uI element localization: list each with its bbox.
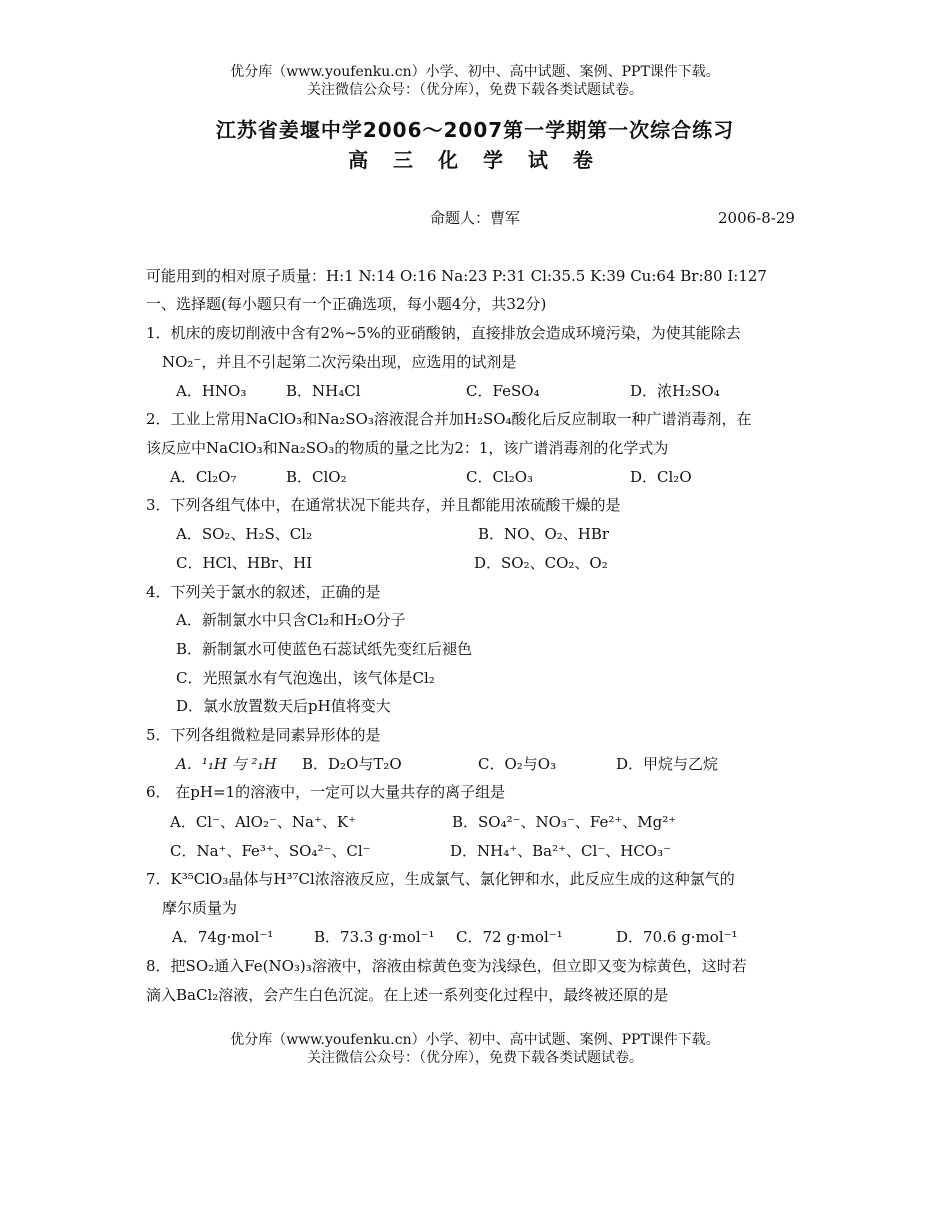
question-4-option-d[interactable]: D．氯水放置数天后pH值将变大 [176,697,391,715]
question-7-option-a[interactable]: A．74g·mol⁻¹ [172,928,274,946]
question-4-stem: 4．下列关于氯水的叙述，正确的是 [146,583,381,601]
section-heading: 一、选择题(每小题只有一个正确选项，每小题4分，共32分) [146,295,547,313]
question-5-option-d[interactable]: D．甲烷与乙烷 [616,755,719,773]
question-2-option-a[interactable]: A．Cl₂O₇ [170,468,237,486]
question-2-stem-line-2: 该反应中NaClO₃和Na₂SO₃的物质的量之比为2：1，该广谱消毒剂的化学式为 [146,439,669,457]
question-3-option-d[interactable]: D．SO₂、CO₂、O₂ [474,554,608,572]
author-line: 命题人：曹军 [430,209,521,227]
question-4-option-c[interactable]: C．光照氯水有气泡逸出，该气体是Cl₂ [176,669,435,687]
question-5-option-c[interactable]: C．O₂与O₃ [478,755,557,773]
question-3-option-b[interactable]: B．NO、O₂、HBr [478,525,610,543]
question-7-option-c[interactable]: C．72 g·mol⁻¹ [456,928,563,946]
footer-ad-line-1: 优分库（www.youfenku.cn）小学、初中、高中试题、案例、PPT课件下载。 [230,1032,720,1048]
question-5-stem: 5．下列各组微粒是同素异形体的是 [146,726,381,744]
question-6-stem: 6． 在pH=1的溶液中，一定可以大量共存的离子组是 [146,783,506,801]
question-1-option-c[interactable]: C．FeSO₄ [466,382,540,400]
question-3-option-a[interactable]: A．SO₂、H₂S、Cl₂ [176,525,313,543]
question-5-option-b[interactable]: B．D₂O与T₂O [302,755,402,773]
atomic-mass-line: 可能用到的相对原子质量：H:1 N:14 O:16 Na:23 P:31 Cl:35.5 K:39 Cu:64 Br:80 I:127 [146,267,767,285]
question-1-option-a[interactable]: A．HNO₃ [176,382,247,400]
exam-title: 江苏省姜堰中学2006～2007第一学期第一次综合练习 [215,118,735,142]
exam-subtitle: 高 三 化 学 试 卷 [348,148,602,172]
question-7-option-b[interactable]: B．73.3 g·mol⁻¹ [314,928,435,946]
question-1-option-d[interactable]: D．浓H₂SO₄ [630,382,720,400]
question-1-stem-line-1: 1．机床的废切削液中含有2%~5%的亚硝酸钠，直接排放会造成环境污染，为使其能除去 [146,324,741,342]
question-6-option-a[interactable]: A．Cl⁻、AlO₂⁻、Na⁺、K⁺ [170,813,356,831]
question-3-option-c[interactable]: C．HCl、HBr、HI [176,554,313,572]
question-2-option-c[interactable]: C．Cl₂O₃ [466,468,534,486]
question-4-option-b[interactable]: B．新制氯水可使蓝色石蕊试纸先变红后褪色 [176,640,473,658]
question-7-stem-line-2: 摩尔质量为 [162,899,238,917]
question-1-stem-line-2: NO₂⁻，并且不引起第二次污染出现，应选用的试剂是 [162,353,517,371]
question-5-option-a[interactable]: A．¹₁H 与 ²₁H [176,755,277,773]
question-4-option-a[interactable]: A．新制氯水中只含Cl₂和H₂O分子 [176,611,406,629]
question-7-stem-line-1: 7．K³⁵ClO₃晶体与H³⁷Cl浓溶液反应，生成氯气、氯化钾和水，此反应生成的这种氯气的 [146,870,735,888]
question-6-option-b[interactable]: B．SO₄²⁻、NO₃⁻、Fe²⁺、Mg²⁺ [452,813,677,831]
question-8-stem-line-1: 8．把SO₂通入Fe(NO₃)₃溶液中，溶液由棕黄色变为浅绿色，但立即又变为棕黄色，这时若 [146,957,747,975]
question-6-option-d[interactable]: D．NH₄⁺、Ba²⁺、Cl⁻、HCO₃⁻ [450,842,672,860]
question-2-option-b[interactable]: B．ClO₂ [286,468,347,486]
question-1-option-b[interactable]: B．NH₄Cl [286,382,361,400]
question-7-option-d[interactable]: D．70.6 g·mol⁻¹ [616,928,738,946]
header-ad-line-2: 关注微信公众号：（优分库），免费下载各类试题试卷。 [307,82,643,98]
question-6-option-c[interactable]: C．Na⁺、Fe³⁺、SO₄²⁻、Cl⁻ [170,842,371,860]
question-2-stem-line-1: 2．工业上常用NaClO₃和Na₂SO₃溶液混合并加H₂SO₄酸化后反应制取一种广谱消毒剂，在 [146,410,752,428]
exam-date: 2006-8-29 [718,209,795,227]
header-ad-line-1: 优分库（www.youfenku.cn）小学、初中、高中试题、案例、PPT课件下载。 [230,64,720,80]
question-3-stem: 3．下列各组气体中，在通常状况下能共存，并且都能用浓硫酸干燥的是 [146,496,621,514]
footer-ad-line-2: 关注微信公众号：（优分库），免费下载各类试题试卷。 [307,1050,643,1066]
question-8-stem-line-2: 滴入BaCl₂溶液，会产生白色沉淀。在上述一系列变化过程中，最终被还原的是 [146,986,669,1004]
question-2-option-d[interactable]: D．Cl₂O [630,468,692,486]
